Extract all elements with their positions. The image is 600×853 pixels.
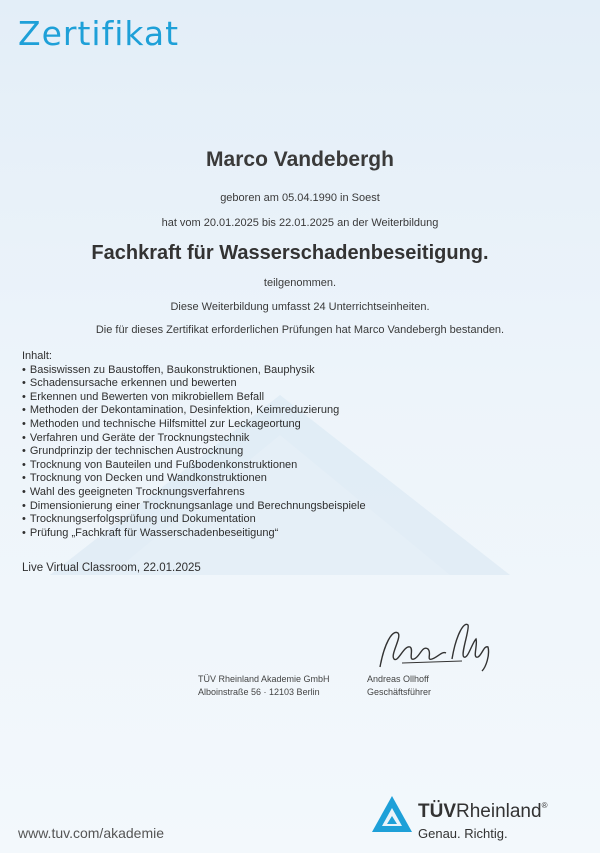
list-item: • Wahl des geeigneten Trocknungsverfahrens xyxy=(22,486,366,500)
list-item: • Trocknung von Bauteilen und Fußbodenkonstruktionen xyxy=(22,459,366,473)
tuv-triangle-logo-icon xyxy=(372,796,412,832)
content-heading: Inhalt: xyxy=(22,350,52,362)
period-line: hat vom 20.01.2025 bis 22.01.2025 an der Weiterbildung xyxy=(161,217,439,229)
list-item: • Verfahren und Geräte der Trocknungstechnik xyxy=(22,432,366,446)
list-item: • Methoden und technische Hilfsmittel zur Leckageortung xyxy=(22,418,366,432)
place-date: Live Virtual Classroom, 22.01.2025 xyxy=(22,562,201,574)
passed-line: Die für dieses Zertifikat erforderlichen Prüfungen hat Marco Vandebergh bestanden. xyxy=(95,324,505,336)
list-item: • Trocknung von Decken und Wandkonstruktionen xyxy=(22,472,366,486)
org-address: Alboinstraße 56 · 12103 Berlin xyxy=(198,687,320,697)
recipient-name: Marco Vandebergh xyxy=(206,148,394,171)
signer-block xyxy=(367,673,431,699)
units-line: Diese Weiterbildung umfasst 24 Unterrichtseinheiten. xyxy=(170,301,430,313)
org-name: TÜV Rheinland Akademie GmbH xyxy=(198,674,330,684)
participated-line: teilgenommen. xyxy=(263,277,337,289)
list-item: • Methoden der Dekontamination, Desinfektion, Keimreduzierung xyxy=(22,404,366,418)
birth-line: geboren am 05.04.1990 in Soest xyxy=(220,192,380,204)
signer-name: Andreas Ollhoff xyxy=(367,674,429,684)
course-title: Fachkraft für Wasserschadenbeseitigung. xyxy=(91,242,489,264)
footer-url: www.tuv.com/akademie xyxy=(18,825,165,841)
list-item: • Prüfung „Fachkraft für Wasserschadenbeseitigung“ xyxy=(22,527,366,541)
certificate-title: Zertifikat xyxy=(18,14,180,53)
list-item: • Erkennen und Bewerten von mikrobiellem Befall xyxy=(22,391,366,405)
list-item: • Basiswissen zu Baustoffen, Baukonstruktionen, Bauphysik xyxy=(22,364,366,378)
list-item: • Grundprinzip der technischen Austrocknung xyxy=(22,445,366,459)
list-item: • Dimensionierung einer Trocknungsanlage und Berechnungsbeispiele xyxy=(22,500,366,514)
signer-role: Geschäftsführer xyxy=(367,687,432,697)
content-list xyxy=(22,364,366,541)
brand-logo-text: TÜVRheinland® xyxy=(418,801,548,822)
list-item: • Trocknungserfolgsprüfung und Dokumentation xyxy=(22,513,366,527)
issuer-organization xyxy=(198,673,330,699)
content-section xyxy=(22,350,366,540)
list-item: • Schadensursache erkennen und bewerten xyxy=(22,377,366,391)
brand-slogan: Genau. Richtig. xyxy=(418,826,508,841)
signature-image xyxy=(372,615,497,675)
